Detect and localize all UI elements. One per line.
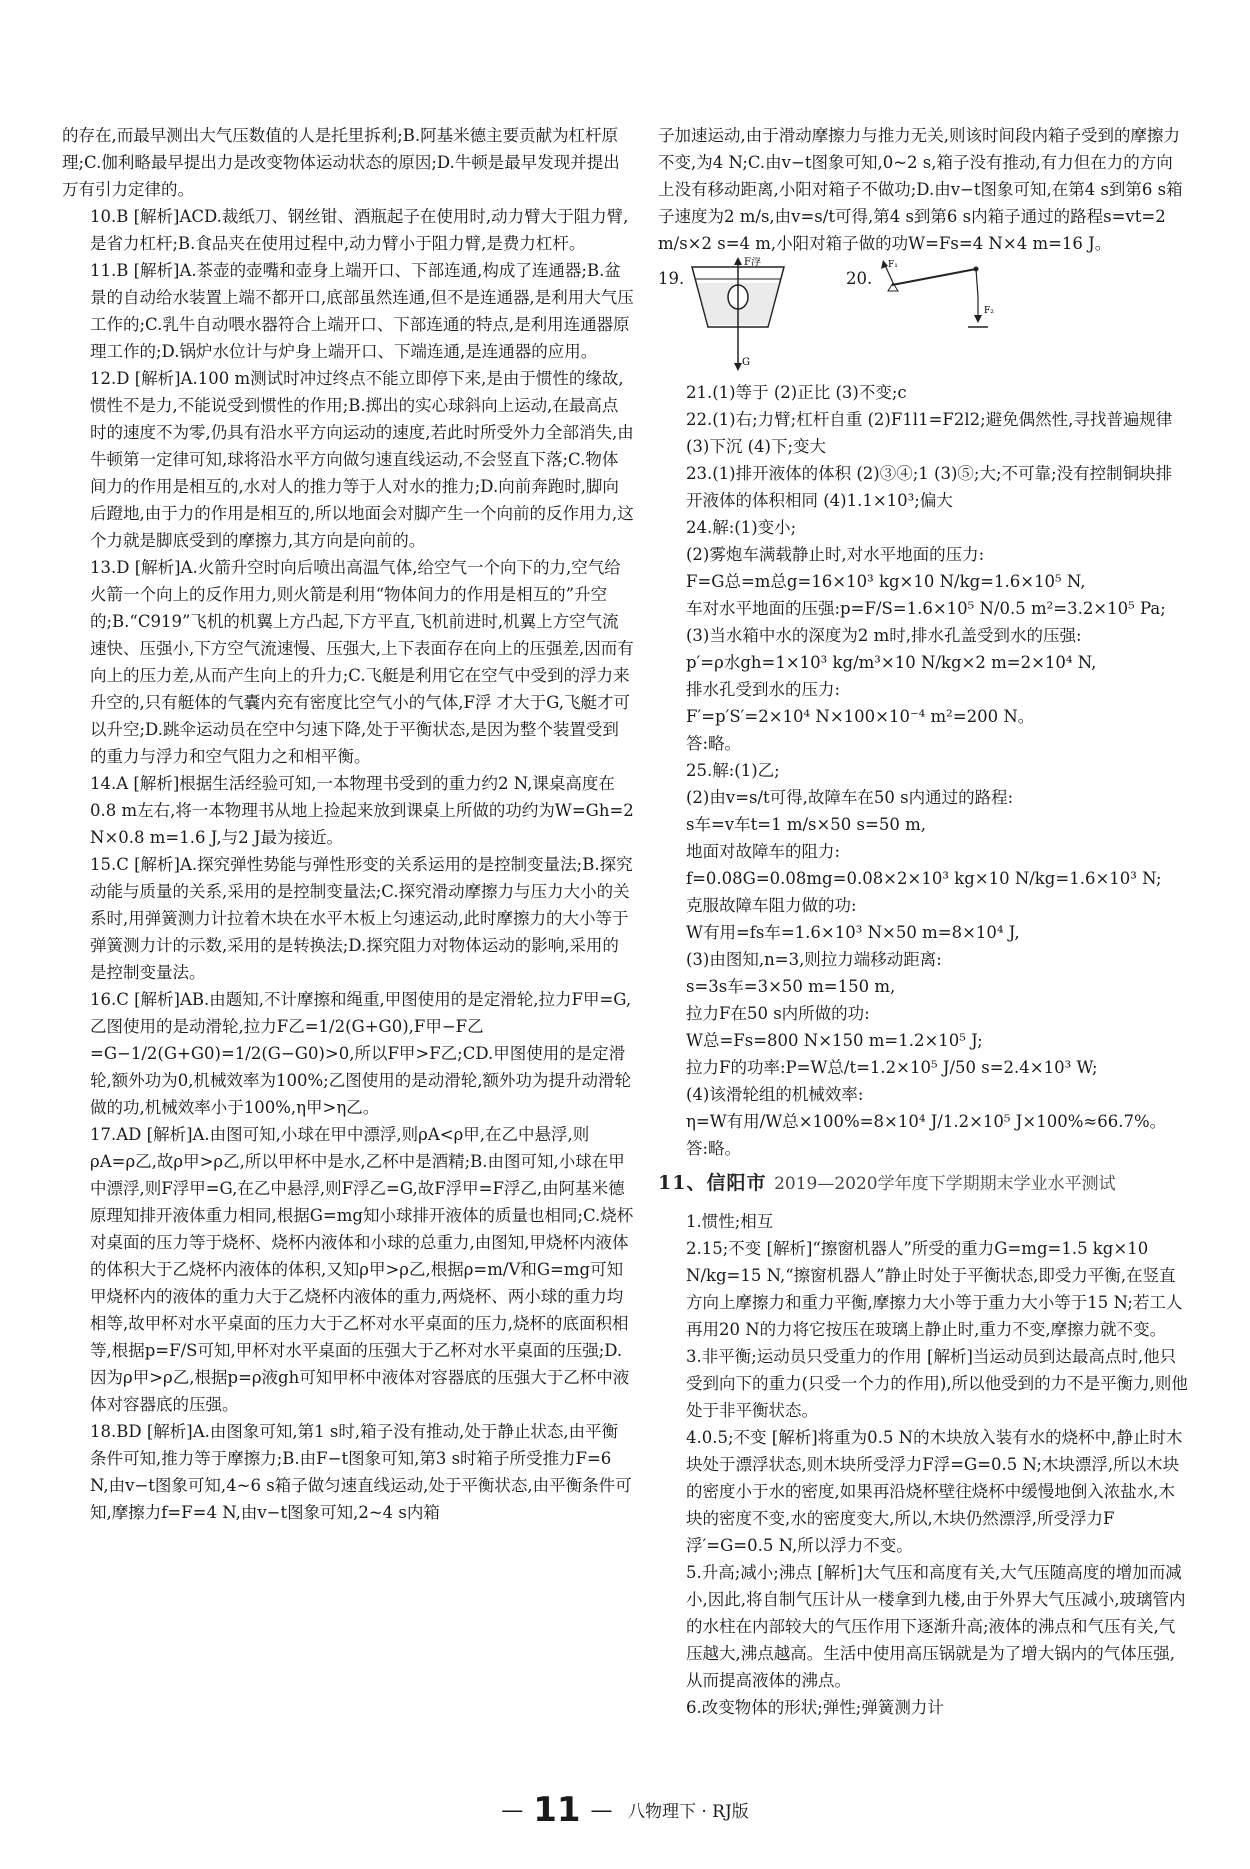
answer-18-continued: 子加速运动,由于滑动摩擦力与推力无关,则该时间段内箱子受到的摩擦力不变,为4 N;C.由v−t图象可知,0~2 s,箱子没有推动,有力但在力的方向上没有移动距离,小阳对箱子不做功;D.由v−t图象可知,在第4 s到第6 s箱子速度为2 m/s,由v=s/t可得,第4 s到第6 s内箱子通过的路程s=vt=2 m/s×2 s=4 m,小阳对箱子做的功W=Fs=4 N×4 m=16 J。 xyxy=(658,126,1183,253)
answer-24-line: F=G总=m总g=16×10³ kg×10 N/kg=1.6×10⁵ N, xyxy=(686,572,1086,591)
answer-s4: 4.0.5;不变 [解析]将重为0.5 N的木块放入装有水的烧杯中,静止时木块处于漂浮状态,则木块所受浮力F浮=G=0.5 N;木块漂浮,所以木块的密度小于水的密度,如果再沿烧杯壁往烧杯中缓慢地倒入浓盐水,木块的密度不变,水的密度变大,所以,木块仍然漂浮,所受浮力F浮′=G=0.5 N,所以浮力不变。 xyxy=(686,1428,1183,1555)
fig20-lever-diagram xyxy=(872,257,1022,337)
answer-25-line: (3)由图知,n=3,则拉力端移动距离: xyxy=(686,950,942,969)
answer-25-line: s车=v车t=1 m/s×50 s=50 m, xyxy=(686,815,926,834)
answer-paragraph: 的存在,而最早测出大气压数值的人是托里拆利;B.阿基米德主要贡献为杠杆原理;C.伽利略最早提出力是改变物体运动状态的原因;D.牛顿是最早发现并提出万有引力定律的。 xyxy=(62,126,620,199)
fig20-label: 20. xyxy=(846,269,873,288)
answer-24-line: F′=p′S′=2×10⁴ N×100×10⁻⁴ m²=200 N。 xyxy=(686,707,1035,726)
footer-subject: 八物理下 · RJ版 xyxy=(627,1802,749,1822)
page-number: 11 xyxy=(533,1790,581,1830)
answer-24-line: p′=ρ水gh=1×10³ kg/m³×10 N/kg×2 m=2×10⁴ N, xyxy=(686,653,1097,672)
answer-24-line: 排水孔受到水的压力: xyxy=(686,680,841,699)
answer-25-line: (4)该滑轮组的机械效率: xyxy=(686,1085,864,1104)
answer-15: 15.C [解析]A.探究弹性势能与弹性形变的关系运用的是控制变量法;B.探究动能与质量的关系,采用的是控制变量法;C.探究滑动摩擦力与压力大小的关系时,用弹簧测力计拉着木块在水平木板上匀速运动,此时摩擦力的大小等于弹簧测力计的示数,采用的是转换法;D.探究阻力对物体运动的影响,采用的是控制变量法。 xyxy=(90,855,633,982)
answer-s6: 6.改变物体的形状;弹性;弹簧测力计 xyxy=(686,1698,944,1717)
figures-row xyxy=(658,257,1188,379)
section-subtitle: 2019—2020学年度下学期期末学业水平测试 xyxy=(774,1174,1116,1194)
answer-25-line: W总=Fs=800 N×150 m=1.2×10⁵ J; xyxy=(686,1031,983,1050)
right-column xyxy=(658,122,1188,1721)
answer-25-line: 克服故障车阻力做的功: xyxy=(686,896,857,915)
answer-23: 23.(1)排开液体的体积 (2)③④;1 (3)⑤;大;不可靠;没有控制铜块排开液体的体积相同 (4)1.1×10³;偏大 xyxy=(686,464,1173,510)
answer-16: 16.C [解析]AB.由题知,不计摩擦和绳重,甲图使用的是定滑轮,拉力F甲=G,乙图使用的是动滑轮,拉力F乙=1/2(G+G0),F甲−F乙=G−1/2(G+G0)=1/2(G−G0)>0,所以F甲>F乙;CD.甲图使用的是定滑轮,额外功为0,机械效率为100%;乙图使用的是动滑轮,额外功为提升动滑轮做的功,机械效率小于100%,η甲>η乙。 xyxy=(90,990,632,1117)
answer-11: 11.B [解析]A.茶壶的壶嘴和壶身上端开口、下部连通,构成了连通器;B.盆景的自动给水装置上端不都开口,底部虽然连通,但不是连通器,是利用大气压工作的;C.乳牛自动喂水器符合上端开口、下部连通的特点,是利用连通器原理工作的;D.锅炉水位计与炉身上端开口、下端连通,是连通器的应用。 xyxy=(90,261,634,361)
svg-text:F₂: F₂ xyxy=(984,306,994,316)
answer-24-line: 答:略。 xyxy=(686,734,742,753)
answer-24-line: (3)当水箱中水的深度为2 m时,排水孔盖受到水的压强: xyxy=(686,626,1082,645)
answer-25: 25.解:(1)乙; xyxy=(686,761,780,780)
section-heading xyxy=(658,1170,1188,1198)
answer-25-line: 拉力F的功率:P=W总/t=1.2×10⁵ J/50 s=2.4×10³ W; xyxy=(686,1058,1098,1077)
answer-25-line: s=3s车=3×50 m=150 m, xyxy=(686,977,896,996)
answer-25-line: f=0.08G=0.08mg=0.08×2×10³ kg×10 N/kg=1.6×10³ N; xyxy=(686,869,1162,888)
answer-s5: 5.升高;减小;沸点 [解析]大气压和高度有关,大气压随高度的增加而减小,因此,将自制气压计从一楼拿到九楼,由于外界大气压减小,玻璃管内的水柱在内部较大的气压作用下逐渐升高;液体的沸点和气压有关,气压越大,沸点越高。生活中使用高压锅就是为了增大锅内的气体压强,从而提高液体的沸点。 xyxy=(686,1563,1186,1690)
answer-24: 24.解:(1)变小; xyxy=(686,518,797,537)
answer-12: 12.D [解析]A.100 m测试时冲过终点不能立即停下来,是由于惯性的缘故,惯性不是力,不能说受到惯性的作用;B.掷出的实心球斜向上运动,在最高点时的速度不为零,仍具有沿水平方向运动的速度,若此时所受外力全部消失,由牛顿第一定律可知,球将沿水平方向做匀速直线运动,不会竖直下落;C.物体间力的作用是相互的,水对人的推力等于人对水的推力;D.向前奔跑时,脚向后蹬地,由于力的作用是相互的,所以地面会对脚产生一个向前的反作用力,这个力就是脚底受到的摩擦力,其方向是向前的。 xyxy=(90,369,634,550)
section-title: 11、信阳市 xyxy=(658,1172,767,1194)
answer-10: 10.B [解析]ACD.裁纸刀、钢丝钳、酒瓶起子在使用时,动力臂大于阻力臂,是省力杠杆;B.食品夹在使用过程中,动力臂小于阻力臂,是费力杠杆。 xyxy=(90,207,629,253)
svg-text:G: G xyxy=(742,357,750,368)
answer-25-line: (2)由v=s/t可得,故障车在50 s内通过的路程: xyxy=(686,788,1014,807)
svg-text:F浮: F浮 xyxy=(744,257,761,268)
answer-25-line: W有用=fs车=1.6×10³ N×50 m=8×10⁴ J, xyxy=(686,923,1020,942)
answer-s2: 2.15;不变 [解析]“擦窗机器人”所受的重力G=mg=1.5 kg×10 N/kg=15 N,“擦窗机器人”静止时处于平衡状态,即受力平衡,在竖直方向上摩擦力和重力平衡,摩擦力大小等于重力大小等于15 N;若工人再用20 N的力将它按压在玻璃上静止时,重力不变,摩擦力就不变。 xyxy=(686,1239,1183,1339)
answer-13: 13.D [解析]A.火箭升空时向后喷出高温气体,给空气一个向下的力,空气给火箭一个向上的反作用力,则火箭是利用“物体间力的作用是相互的”升空的;B.“C919”飞机的机翼上方凸起,下方平直,飞机前进时,机翼上方空气流速快、压强小,下方空气流速慢、压强大,上下表面存在向上的压强差,因而有向上的压力差,从而产生向上的升力;C.飞艇是利用它在空气中受到的浮力来升空的,只有艇体的气囊内充有密度比空气小的气体,F浮 才大于G,飞艇才可以升空;D.跳伞运动员在空中匀速下降,处于平衡状态,是因为整个装置受到的重力与浮力和空气阻力之和相平衡。 xyxy=(90,558,634,766)
answer-25-line: 地面对故障车的阻力: xyxy=(686,842,841,861)
answer-14: 14.A [解析]根据生活经验可知,一本物理书受到的重力约2 N,课桌高度在0.8 m左右,将一本物理书从地上捡起来放到课桌上所做的功约为W=Gh=2 N×0.8 m=1.6 J,与2 J最为接近。 xyxy=(90,774,634,847)
fig19-beaker-diagram xyxy=(684,257,794,375)
answer-s3: 3.非平衡;运动员只受重力的作用 [解析]当运动员到达最高点时,他只受到向下的重力(只受一个力的作用),所以他受到的力不是平衡力,则他处于非平衡状态。 xyxy=(686,1347,1188,1420)
answer-s1: 1.惯性;相互 xyxy=(686,1212,774,1231)
answer-17: 17.AD [解析]A.由图可知,小球在甲中漂浮,则ρA<ρ甲,在乙中悬浮,则ρA=ρ乙,故ρ甲>ρ乙,所以甲杯中是水,乙杯中是酒精;B.由图可知,小球在甲中漂浮,则F浮甲=G,在乙中悬浮,则F浮乙=G,故F浮甲=F浮乙,由阿基米德原理知排开液体重力相同,根据G=mg知小球排开液体的质量也相同;C.烧杯对桌面的压力等于烧杯、烧杯内液体和小球的总重力,由图知,甲烧杯内液体的体积大于乙烧杯内液体的体积,又知ρ甲>ρ乙,根据ρ=m/V和G=mg可知甲烧杯内的液体的重力大于乙烧杯内液体的重力,两烧杯、两小球的重力均相等,故甲杯对水平桌面的压力大于乙杯对水平桌面的压力,烧杯的底面积相等,根据p=F/S可知,甲杯对水平桌面的压强大于乙杯对水平桌面的压强;D.因为ρ甲>ρ乙,根据p=ρ液gh可知甲杯中液体对容器底的压强大于乙杯中液体对容器底的压强。 xyxy=(90,1125,634,1414)
answer-25-line: 拉力F在50 s内所做的功: xyxy=(686,1004,870,1023)
answer-21: 21.(1)等于 (2)正比 (3)不变;c xyxy=(686,383,907,402)
answer-24-line: (2)雾炮车满载静止时,对水平地面的压力: xyxy=(686,545,985,564)
svg-text:F₁: F₁ xyxy=(888,260,898,270)
answer-25-line: η=W有用/W总×100%=8×10⁴ J/1.2×10⁵ J×100%≈66.7%。 xyxy=(686,1112,1167,1131)
page-footer: — 11 — 八物理下 · RJ版 xyxy=(501,1790,749,1830)
answer-22: 22.(1)右;力臂;杠杆自重 (2)F1l1=F2l2;避免偶然性,寻找普遍规律 (3)下沉 (4)下;变大 xyxy=(686,410,1173,456)
fig19-label: 19. xyxy=(658,269,685,288)
left-column xyxy=(62,122,634,1526)
answer-25-line: 答:略。 xyxy=(686,1139,742,1158)
answer-18: 18.BD [解析]A.由图象可知,第1 s时,箱子没有推动,处于静止状态,由平衡条件可知,推力等于摩擦力;B.由F−t图象可知,第3 s时箱子所受推力F=6 N,由v−t图象可知,4~6 s箱子做匀速直线运动,处于平衡状态,由平衡条件可知,摩擦力f=F=4 N,由v−t图象可知,2~4 s内箱 xyxy=(90,1422,632,1522)
answer-24-line: 车对水平地面的压强:p=F/S=1.6×10⁵ N/0.5 m²=3.2×10⁵ Pa; xyxy=(686,599,1166,618)
